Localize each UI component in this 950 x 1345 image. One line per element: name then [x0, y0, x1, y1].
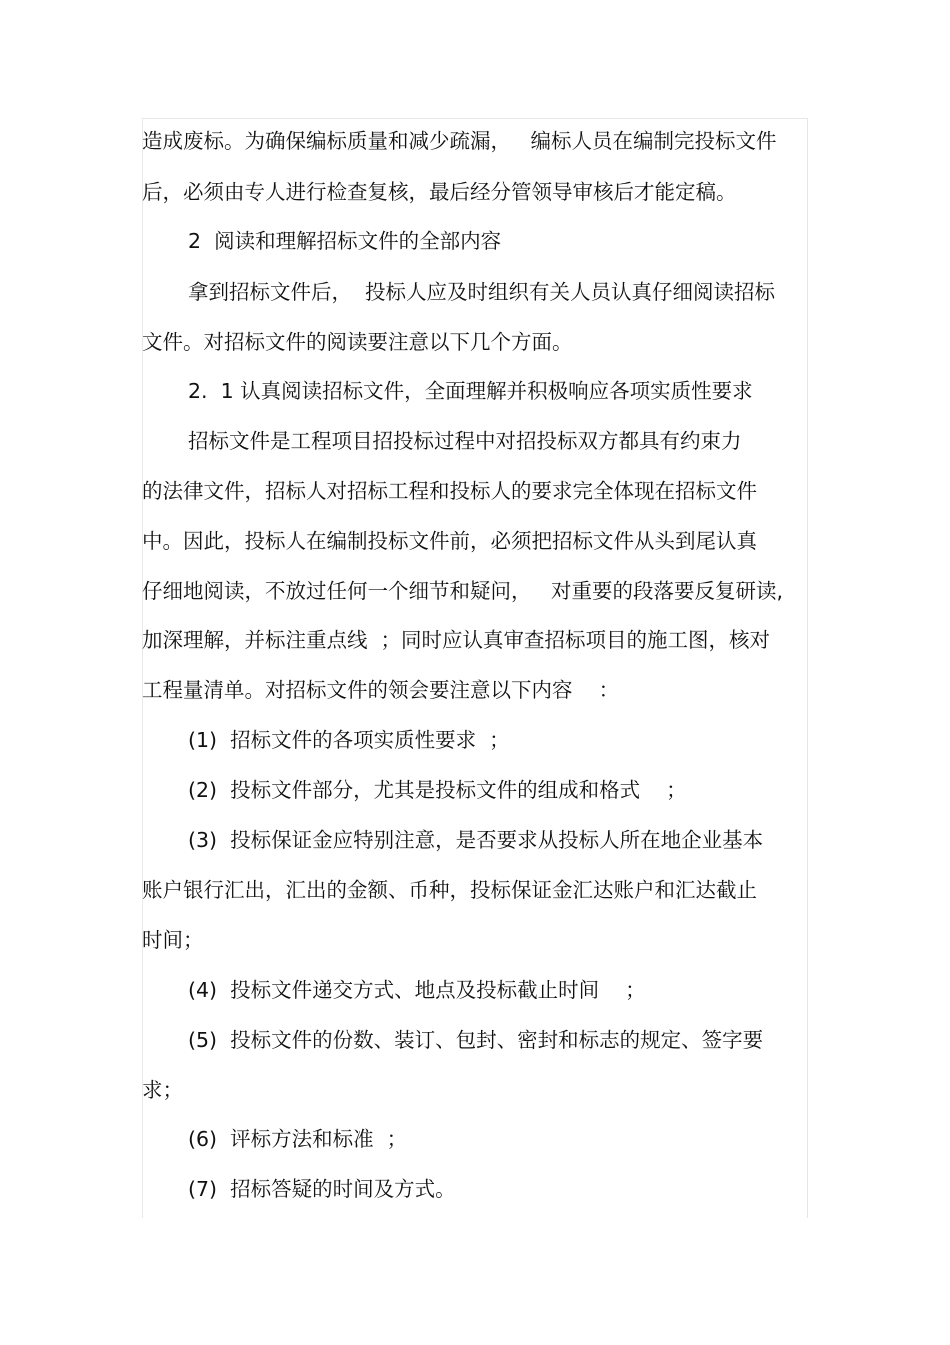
subsection-heading: 2. 1 认真阅读招标文件，全面理解并积极响应各项实质性要求	[188, 379, 753, 403]
paragraph-line: 仔细地阅读，不放过任何一个细节和疑问， 对重要的段落要反复研读,	[142, 579, 784, 603]
paragraph-line: 工程量清单。对招标文件的领会要注意以下内容 ：	[142, 678, 620, 702]
paragraph-line: 文件。对招标文件的阅读要注意以下几个方面。	[142, 330, 573, 354]
list-item: (4) 投标文件递交方式、地点及投标截止时间 ；	[188, 978, 646, 1002]
paragraph-line: 造成废标。为确保编标质量和减少疏漏， 编标人员在编制完投标文件	[142, 129, 777, 153]
section-heading: 2 阅读和理解招标文件的全部内容	[188, 229, 502, 253]
list-item-continuation: 账户银行汇出，汇出的金额、币种，投标保证金汇达账户和汇达截止	[142, 878, 757, 902]
paragraph-line: 中。因此，投标人在编制投标文件前，必须把招标文件从头到尾认真	[142, 529, 757, 553]
list-item-continuation: 求；	[142, 1078, 183, 1102]
list-item: (2) 投标文件部分，尤其是投标文件的组成和格式 ；	[188, 778, 687, 802]
paragraph-line: 招标文件是工程项目招投标过程中对招投标双方都具有约束力	[188, 429, 742, 453]
paragraph-line: 拿到招标文件后， 投标人应及时组织有关人员认真仔细阅读招标	[188, 280, 776, 304]
list-item: (6) 评标方法和标准 ；	[188, 1127, 408, 1151]
paragraph-line: 的法律文件，招标人对招标工程和投标人的要求完全体现在招标文件	[142, 479, 757, 503]
list-item-continuation: 时间；	[142, 928, 204, 952]
paragraph-line: 后，必须由专人进行检查复核，最后经分管领导审核后才能定稿。	[142, 180, 737, 204]
list-item: (3) 投标保证金应特别注意，是否要求从投标人所在地企业基本	[188, 828, 764, 852]
list-item: (1) 招标文件的各项实质性要求 ；	[188, 728, 510, 752]
list-item: (7) 招标答疑的时间及方式。	[188, 1177, 456, 1201]
list-item: (5) 投标文件的份数、装订、包封、密封和标志的规定、签字要	[188, 1028, 764, 1052]
paragraph-line: 加深理解，并标注重点线 ；同时应认真审查招标项目的施工图，核对	[142, 628, 771, 652]
